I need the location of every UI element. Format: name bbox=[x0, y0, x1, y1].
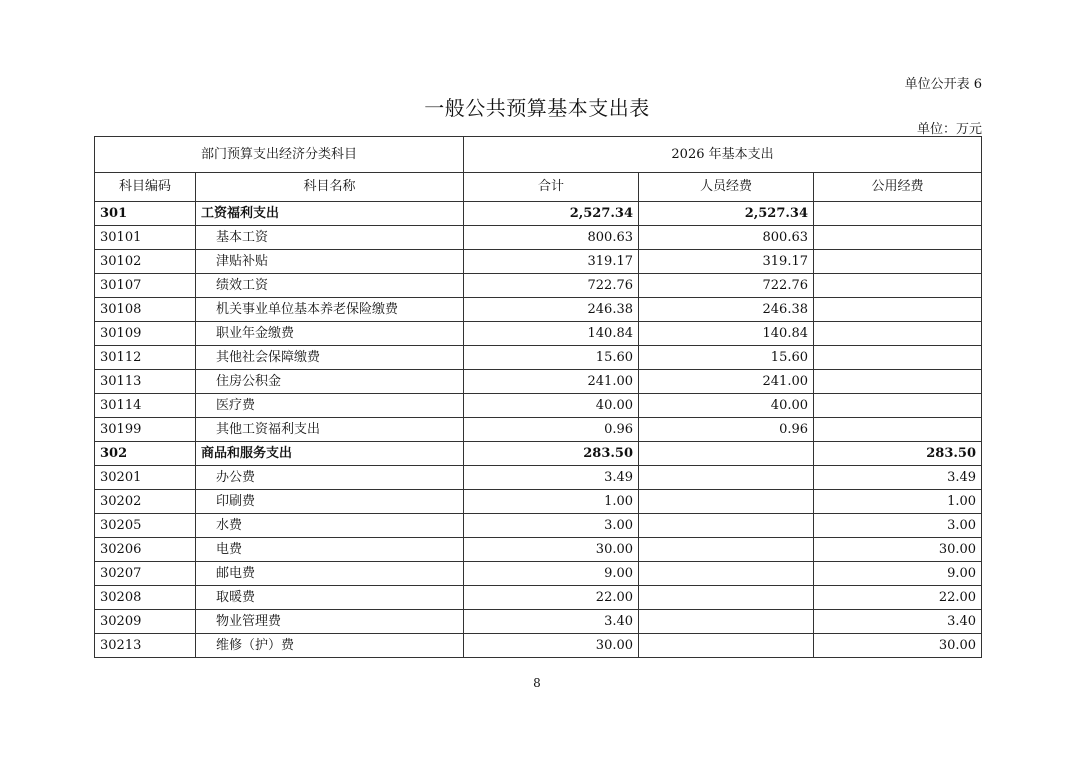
cell-personnel: 2,527.34 bbox=[639, 202, 814, 226]
table-number-label: 单位公开表 6 bbox=[904, 77, 982, 92]
cell-code: 30102 bbox=[95, 250, 196, 274]
cell-public bbox=[814, 418, 982, 442]
table-group-row bbox=[95, 202, 982, 226]
page-number: 8 bbox=[533, 676, 541, 690]
cell-total: 3.49 bbox=[464, 466, 639, 490]
cell-code: 30199 bbox=[95, 418, 196, 442]
cell-public: 30.00 bbox=[814, 634, 982, 658]
table-row bbox=[95, 298, 982, 322]
cell-code: 30101 bbox=[95, 226, 196, 250]
cell-code: 30114 bbox=[95, 394, 196, 418]
cell-name: 基本工资 bbox=[196, 226, 464, 250]
cell-name: 水费 bbox=[196, 514, 464, 538]
table-row bbox=[95, 586, 982, 610]
cell-code: 30109 bbox=[95, 322, 196, 346]
group-header-row bbox=[95, 137, 982, 173]
cell-total: 3.00 bbox=[464, 514, 639, 538]
table-row bbox=[95, 490, 982, 514]
cell-name: 绩效工资 bbox=[196, 274, 464, 298]
cell-total: 9.00 bbox=[464, 562, 639, 586]
cell-total: 283.50 bbox=[464, 442, 639, 466]
cell-public: 3.40 bbox=[814, 610, 982, 634]
cell-code: 30205 bbox=[95, 514, 196, 538]
cell-name: 其他工资福利支出 bbox=[196, 418, 464, 442]
table-row bbox=[95, 274, 982, 298]
cell-public: 22.00 bbox=[814, 586, 982, 610]
cell-total: 22.00 bbox=[464, 586, 639, 610]
column-header-row bbox=[95, 173, 982, 202]
table-row bbox=[95, 610, 982, 634]
table-row bbox=[95, 346, 982, 370]
group-header-basic-expenditure: 2026 年基本支出 bbox=[464, 137, 982, 173]
table-row bbox=[95, 466, 982, 490]
cell-public bbox=[814, 226, 982, 250]
table-row bbox=[95, 562, 982, 586]
cell-code: 30108 bbox=[95, 298, 196, 322]
cell-total: 800.63 bbox=[464, 226, 639, 250]
cell-personnel bbox=[639, 514, 814, 538]
cell-total: 241.00 bbox=[464, 370, 639, 394]
column-header-total: 合计 bbox=[464, 173, 639, 202]
cell-public bbox=[814, 202, 982, 226]
cell-code: 30209 bbox=[95, 610, 196, 634]
cell-name: 津贴补贴 bbox=[196, 250, 464, 274]
cell-public bbox=[814, 394, 982, 418]
cell-total: 15.60 bbox=[464, 346, 639, 370]
cell-public: 3.00 bbox=[814, 514, 982, 538]
cell-public: 1.00 bbox=[814, 490, 982, 514]
cell-total: 30.00 bbox=[464, 538, 639, 562]
cell-name: 维修（护）费 bbox=[196, 634, 464, 658]
table-row bbox=[95, 394, 982, 418]
cell-personnel bbox=[639, 490, 814, 514]
cell-public bbox=[814, 250, 982, 274]
table-row bbox=[95, 538, 982, 562]
cell-code: 30208 bbox=[95, 586, 196, 610]
cell-code: 301 bbox=[95, 202, 196, 226]
cell-total: 3.40 bbox=[464, 610, 639, 634]
budget-table bbox=[94, 136, 982, 658]
table-row bbox=[95, 226, 982, 250]
cell-personnel: 800.63 bbox=[639, 226, 814, 250]
table-row bbox=[95, 634, 982, 658]
cell-personnel: 246.38 bbox=[639, 298, 814, 322]
column-header-code: 科目编码 bbox=[95, 173, 196, 202]
cell-public bbox=[814, 322, 982, 346]
cell-personnel: 722.76 bbox=[639, 274, 814, 298]
table-body bbox=[95, 202, 982, 658]
cell-public: 30.00 bbox=[814, 538, 982, 562]
cell-name: 机关事业单位基本养老保险缴费 bbox=[196, 298, 464, 322]
cell-personnel bbox=[639, 562, 814, 586]
cell-total: 30.00 bbox=[464, 634, 639, 658]
page-title: 一般公共预算基本支出表 bbox=[424, 96, 650, 120]
cell-total: 40.00 bbox=[464, 394, 639, 418]
cell-public bbox=[814, 298, 982, 322]
cell-name: 取暖费 bbox=[196, 586, 464, 610]
cell-personnel bbox=[639, 442, 814, 466]
cell-name: 电费 bbox=[196, 538, 464, 562]
cell-personnel bbox=[639, 466, 814, 490]
cell-total: 319.17 bbox=[464, 250, 639, 274]
cell-personnel bbox=[639, 634, 814, 658]
column-header-public: 公用经费 bbox=[814, 173, 982, 202]
cell-code: 30206 bbox=[95, 538, 196, 562]
cell-total: 0.96 bbox=[464, 418, 639, 442]
cell-public: 283.50 bbox=[814, 442, 982, 466]
cell-name: 医疗费 bbox=[196, 394, 464, 418]
group-header-classification: 部门预算支出经济分类科目 bbox=[95, 137, 464, 173]
table-group-row bbox=[95, 442, 982, 466]
cell-personnel: 40.00 bbox=[639, 394, 814, 418]
cell-personnel bbox=[639, 586, 814, 610]
cell-name: 办公费 bbox=[196, 466, 464, 490]
cell-code: 302 bbox=[95, 442, 196, 466]
table-row bbox=[95, 250, 982, 274]
cell-public: 9.00 bbox=[814, 562, 982, 586]
cell-code: 30207 bbox=[95, 562, 196, 586]
cell-code: 30202 bbox=[95, 490, 196, 514]
cell-code: 30112 bbox=[95, 346, 196, 370]
cell-code: 30213 bbox=[95, 634, 196, 658]
table-row bbox=[95, 514, 982, 538]
cell-name: 其他社会保障缴费 bbox=[196, 346, 464, 370]
cell-public bbox=[814, 274, 982, 298]
cell-name: 商品和服务支出 bbox=[196, 442, 464, 466]
cell-name: 职业年金缴费 bbox=[196, 322, 464, 346]
cell-total: 2,527.34 bbox=[464, 202, 639, 226]
table-row bbox=[95, 418, 982, 442]
cell-name: 工资福利支出 bbox=[196, 202, 464, 226]
table-row bbox=[95, 322, 982, 346]
column-header-personnel: 人员经费 bbox=[639, 173, 814, 202]
cell-personnel: 0.96 bbox=[639, 418, 814, 442]
cell-personnel bbox=[639, 610, 814, 634]
cell-personnel: 15.60 bbox=[639, 346, 814, 370]
cell-total: 722.76 bbox=[464, 274, 639, 298]
cell-name: 邮电费 bbox=[196, 562, 464, 586]
cell-personnel: 140.84 bbox=[639, 322, 814, 346]
cell-name: 物业管理费 bbox=[196, 610, 464, 634]
cell-code: 30107 bbox=[95, 274, 196, 298]
column-header-name: 科目名称 bbox=[196, 173, 464, 202]
table-row bbox=[95, 370, 982, 394]
cell-name: 住房公积金 bbox=[196, 370, 464, 394]
cell-name: 印刷费 bbox=[196, 490, 464, 514]
cell-personnel bbox=[639, 538, 814, 562]
unit-label: 单位：万元 bbox=[916, 122, 982, 137]
cell-total: 1.00 bbox=[464, 490, 639, 514]
cell-public: 3.49 bbox=[814, 466, 982, 490]
cell-public bbox=[814, 370, 982, 394]
cell-total: 246.38 bbox=[464, 298, 639, 322]
cell-public bbox=[814, 346, 982, 370]
cell-total: 140.84 bbox=[464, 322, 639, 346]
cell-code: 30113 bbox=[95, 370, 196, 394]
cell-personnel: 319.17 bbox=[639, 250, 814, 274]
cell-personnel: 241.00 bbox=[639, 370, 814, 394]
cell-code: 30201 bbox=[95, 466, 196, 490]
